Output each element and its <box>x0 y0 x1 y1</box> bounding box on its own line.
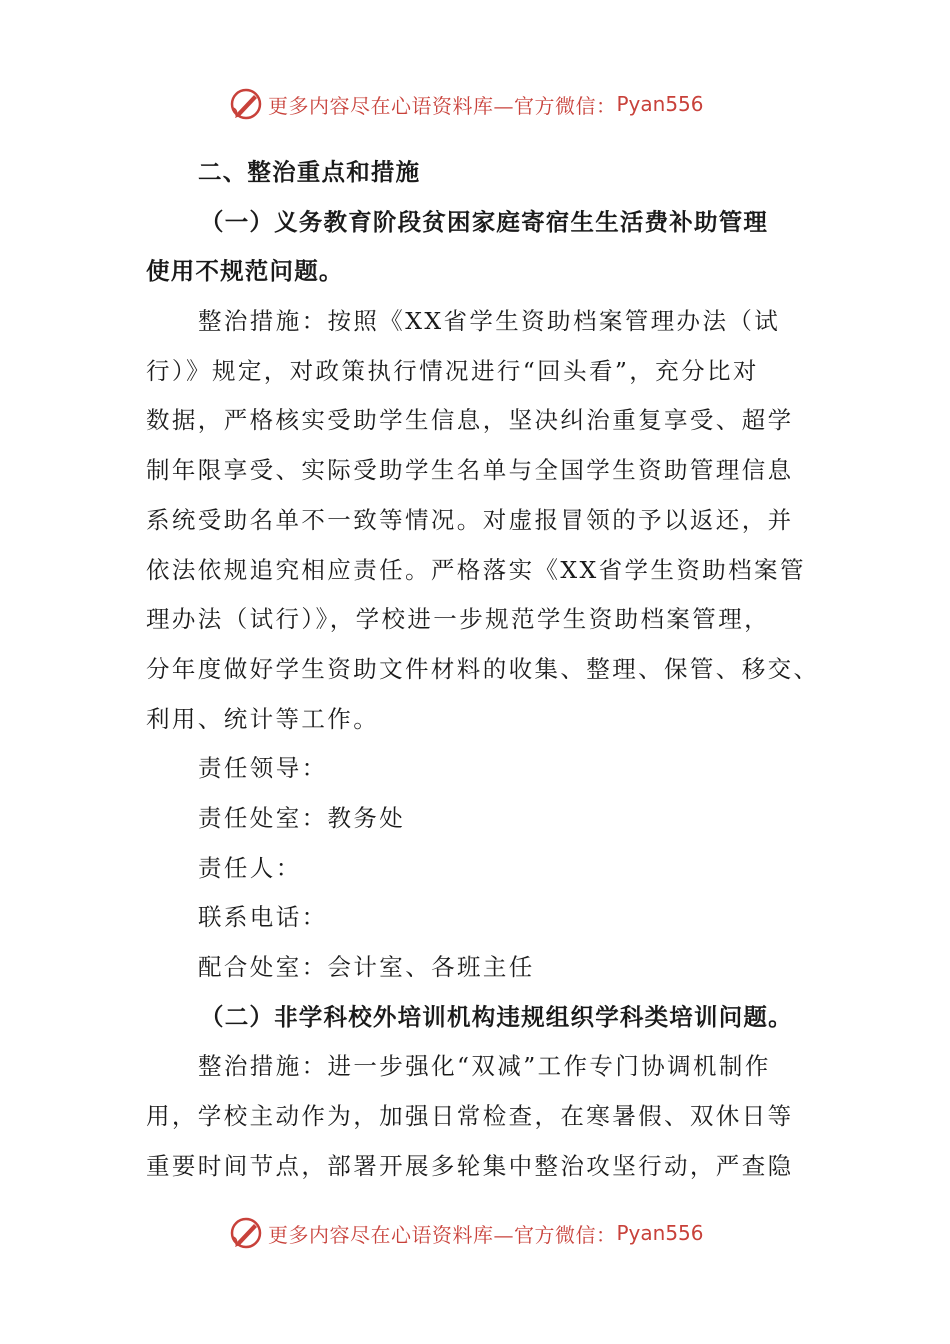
item1-measures-line: 制年限享受、实际受助学生名单与全国学生资助管理信息 <box>146 456 794 485</box>
document-body <box>146 148 820 1191</box>
item1-heading-line2: 使用不规范问题。 <box>146 257 344 286</box>
responsible-office: 责任处室：教务处 <box>198 803 406 832</box>
item2-heading: （二）非学科校外培训机构违规组织学科类培训问题。 <box>200 1002 793 1031</box>
cooperating-office: 配合处室：会计室、各班主任 <box>198 953 535 981</box>
section-title: 二、整治重点和措施 <box>198 158 421 186</box>
contact-phone: 联系电话： <box>198 903 328 932</box>
item1-measures-line: 行）》规定，对政策执行情况进行“回头看”，充分比对 <box>146 356 759 385</box>
responsible-person: 责任人： <box>198 853 302 882</box>
item1-heading-line1: （一）义务教育阶段贫困家庭寄宿生生活费补助管理 <box>200 207 769 236</box>
watermark-banner-bottom <box>228 1213 704 1253</box>
watermark-wechat-id: Pyan556 <box>616 1221 704 1245</box>
item1-measures-line: 利用、统计等工作。 <box>146 704 380 733</box>
item1-measures-line: 数据，严格核实受助学生信息，坚决纠治重复享受、超学 <box>146 406 794 435</box>
watermark-text: 更多内容尽在心语资料库—官方微信： <box>268 1222 617 1247</box>
item2-measures-line: 整治措施：进一步强化“双减”工作专门协调机制作 <box>198 1052 771 1081</box>
item1-measures-line: 分年度做好学生资助文件材料的收集、整理、保管、移交、 <box>146 654 820 683</box>
item1-measures-line: 依法依规追究相应责任。严格落实《XX省学生资助档案管 <box>146 555 806 584</box>
responsible-leader: 责任领导： <box>198 754 328 783</box>
watermark-banner-top <box>228 84 704 124</box>
item2-measures-line: 用，学校主动作为，加强日常检查，在寒暑假、双休日等 <box>146 1102 794 1131</box>
item1-measures-line: 整治措施：按照《XX省学生资助档案管理办法（试 <box>198 307 781 336</box>
item1-measures-line: 系统受助名单不一致等情况。对虚报冒领的予以返还，并 <box>146 505 794 534</box>
pen-logo-icon <box>228 86 264 122</box>
item2-measures-line: 重要时间节点，部署开展多轮集中整治攻坚行动，严查隐 <box>146 1151 794 1180</box>
item1-measures-line: 理办法（试行）》，学校进一步规范学生资助档案管理， <box>146 605 770 634</box>
watermark-text: 更多内容尽在心语资料库—官方微信： <box>268 93 617 118</box>
pen-logo-icon <box>228 1215 264 1251</box>
watermark-wechat-id: Pyan556 <box>616 92 704 116</box>
